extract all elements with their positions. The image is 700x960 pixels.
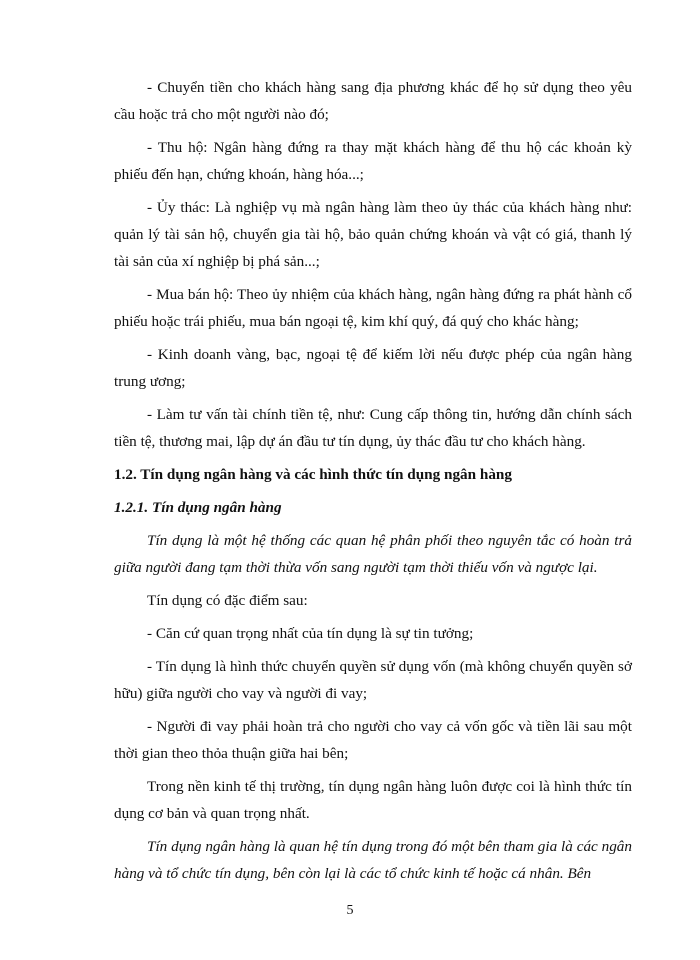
paragraph-market-economy: Trong nền kinh tế thị trường, tín dụng ngân hàng luôn được coi là hình thức tín dụng cơ bản và quan trọng nhất. [114, 778, 632, 822]
document-page [114, 74, 632, 893]
subsection-heading: 1.2.1. Tín dụng ngân hàng [114, 499, 282, 516]
paragraph-tu-van-tai-chinh: - Làm tư vấn tài chính tiền tệ, như: Cung cấp thông tin, hướng dẫn chính sách tiền tệ, thương mai, lập dự án đầu tư tín dụng, ủy thác đầu tư cho khách hàng. [114, 406, 632, 450]
paragraph-repayment: - Người đi vay phải hoàn trả cho người cho vay cả vốn gốc và tiền lãi sau một thời gian theo thỏa thuận giữa hai bên; [114, 718, 632, 762]
page-number: 5 [346, 903, 354, 918]
paragraph-thu-ho: - Thu hộ: Ngân hàng đứng ra thay mặt khách hàng để thu hộ các khoản kỳ phiếu đến hạn, chứng khoán, hàng hóa...; [114, 139, 632, 183]
paragraph-kinh-doanh-vang: - Kinh doanh vàng, bạc, ngoại tệ để kiếm lời nếu được phép của ngân hàng trung ương; [114, 346, 632, 390]
paragraph-transfer-rights: - Tín dụng là hình thức chuyển quyền sử dụng vốn (mà không chuyển quyền sở hữu) giữa người cho vay và người đi vay; [114, 658, 632, 702]
paragraph-trust: - Căn cứ quan trọng nhất của tín dụng là sự tin tưởng; [147, 625, 474, 642]
paragraph-bank-credit-definition: Tín dụng ngân hàng là quan hệ tín dụng trong đó một bên tham gia là các ngân hàng và tổ chức tín dụng, bên còn lại là các tổ chức kinh tế hoặc cá nhân. Bên [114, 838, 632, 882]
paragraph-characteristics-intro: Tín dụng có đặc điểm sau: [147, 592, 308, 609]
section-heading: 1.2. Tín dụng ngân hàng và các hình thức tín dụng ngân hàng [114, 466, 512, 483]
paragraph-uy-thac: - Ủy thác: Là nghiệp vụ mà ngân hàng làm theo ủy thác của khách hàng như: quản lý tài sản hộ, chuyển gia tài hộ, bảo quản chứng khoán và vật có giá, thanh lý tài sản của xí nghiệp bị phá sản...; [114, 199, 632, 270]
paragraph-mua-ban-ho: - Mua bán hộ: Theo ủy nhiệm của khách hàng, ngân hàng đứng ra phát hành cổ phiếu hoặc trái phiếu, mua bán ngoại tệ, kim khí quý, đá quý cho khác hàng; [114, 286, 632, 330]
paragraph-chuyen-tien: - Chuyển tiền cho khách hàng sang địa phương khác để họ sử dụng theo yêu cầu hoặc trả cho một người nào đó; [114, 79, 632, 123]
paragraph-definition: Tín dụng là một hệ thống các quan hệ phân phối theo nguyên tắc có hoàn trả giữa người đang tạm thời thừa vốn sang người tạm thời thiếu vốn và ngược lại. [114, 532, 632, 576]
